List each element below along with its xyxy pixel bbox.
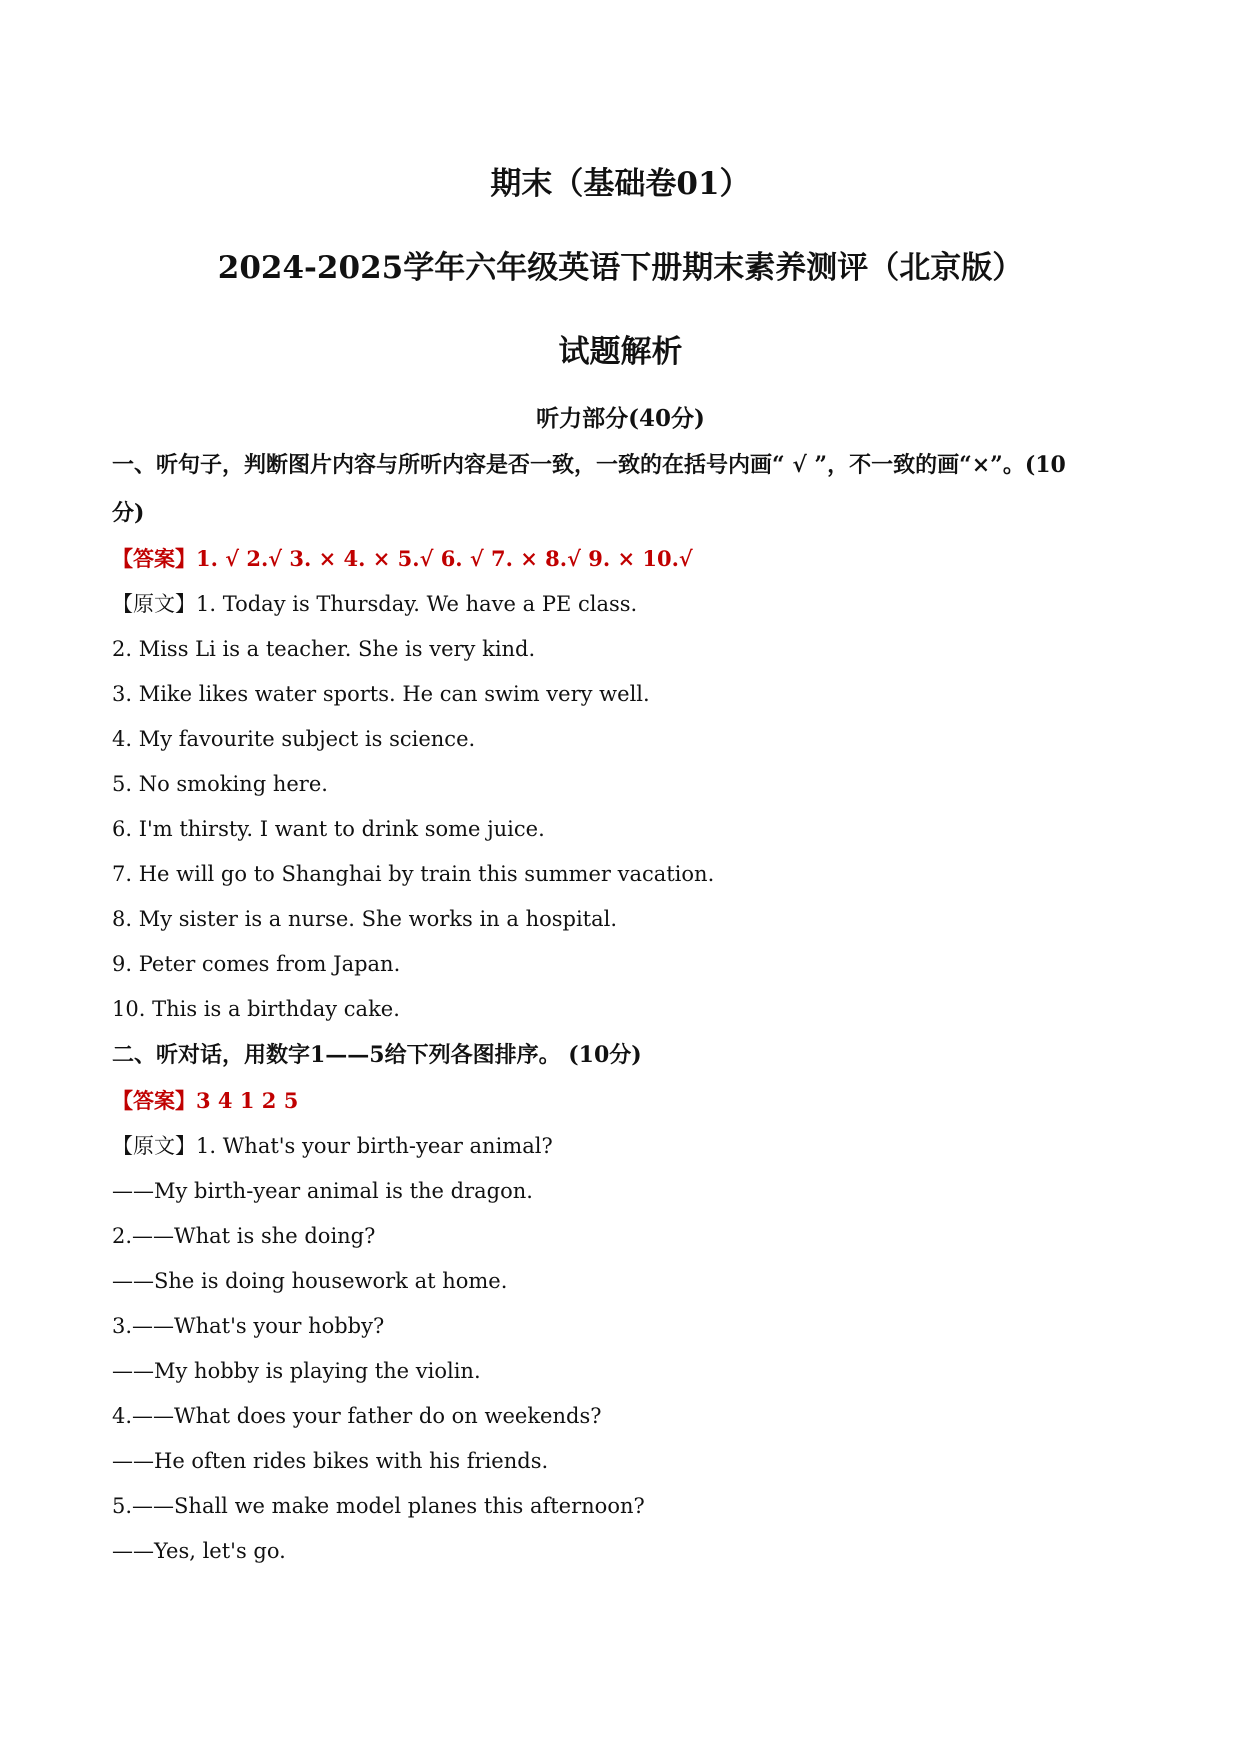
section-1-script-line: 4. My favourite subject is science. bbox=[112, 727, 476, 751]
section-1-script-line: 7. He will go to Shanghai by train this summer vacation. bbox=[112, 862, 715, 886]
section-2-script-line: 3.——What's your hobby? bbox=[112, 1314, 385, 1338]
document-heading: 试题解析 bbox=[558, 334, 683, 370]
document-subtitle: 2024-2025学年六年级英语下册期末素养测评（北京版） bbox=[217, 250, 1024, 286]
section-1-script-line: 2. Miss Li is a teacher. She is very kind. bbox=[112, 637, 536, 661]
listening-part-title: 听力部分(40分) bbox=[536, 405, 705, 432]
section-2-heading: 二、听对话，用数字1——5给下列各图排序。 (10分) bbox=[112, 1042, 642, 1068]
section-1-script-line: 8. My sister is a nurse. She works in a hospital. bbox=[112, 907, 618, 931]
section-2-script-line: 4.——What does your father do on weekends? bbox=[112, 1404, 602, 1428]
section-2-answer: 【答案】3 4 1 2 5 bbox=[112, 1088, 299, 1113]
section-1-heading-continued: 分) bbox=[112, 500, 145, 526]
section-1-script-line: 9. Peter comes from Japan. bbox=[112, 952, 401, 976]
document-title: 期末（基础卷01） bbox=[490, 166, 751, 202]
section-2-script-line: ——Yes, let's go. bbox=[112, 1539, 286, 1563]
section-2-script-line: ——He often rides bikes with his friends. bbox=[112, 1449, 549, 1473]
section-1-script-line: 10. This is a birthday cake. bbox=[112, 997, 400, 1021]
section-1-script-line: 【原文】1. Today is Thursday. We have a PE class. bbox=[112, 592, 638, 616]
section-2-script-line: 2.——What is she doing? bbox=[112, 1224, 376, 1248]
section-1-script-line: 6. I'm thirsty. I want to drink some juice. bbox=[112, 817, 545, 841]
section-2-script-line: ——She is doing housework at home. bbox=[112, 1269, 508, 1293]
section-1-heading: 一、听句子，判断图片内容与所听内容是否一致，一致的在括号内画“ √ ”，不一致的画“×”。(10 bbox=[112, 452, 1066, 478]
section-1-script-line: 5. No smoking here. bbox=[112, 772, 328, 796]
section-1-answer: 【答案】1. √ 2.√ 3. × 4. × 5.√ 6. √ 7. × 8.√ 9. × 10.√ bbox=[112, 546, 693, 571]
section-2-script-line: 【原文】1. What's your birth-year animal? bbox=[112, 1134, 553, 1158]
section-2-script-line: ——My hobby is playing the violin. bbox=[112, 1359, 481, 1383]
section-2-script-line: ——My birth-year animal is the dragon. bbox=[112, 1179, 533, 1203]
section-2-script-line: 5.——Shall we make model planes this afternoon? bbox=[112, 1494, 645, 1518]
section-1-script-line: 3. Mike likes water sports. He can swim very well. bbox=[112, 682, 650, 706]
